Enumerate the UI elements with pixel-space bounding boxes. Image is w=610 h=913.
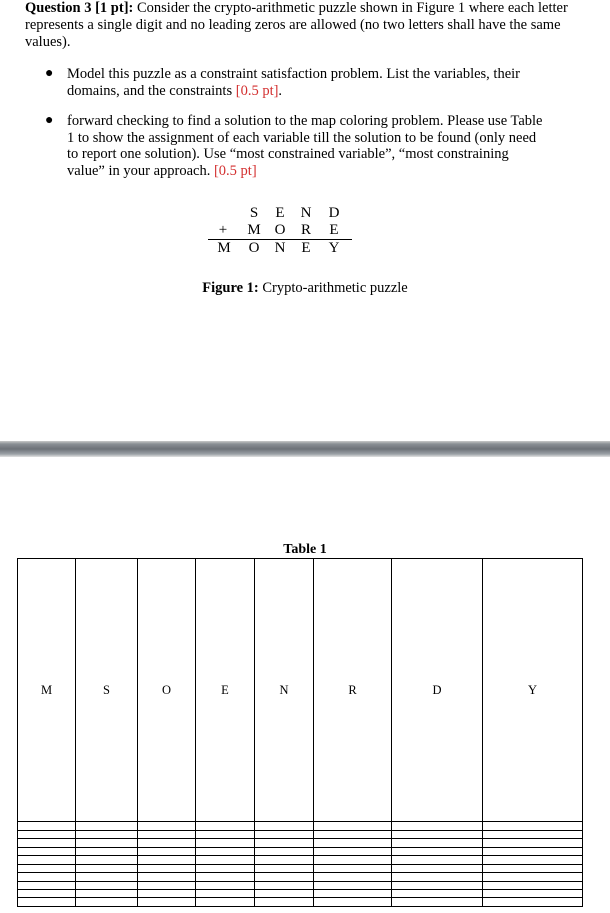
table-cell[interactable] [196,873,255,881]
assignment-table [17,558,583,907]
table-cell[interactable] [483,830,583,838]
table-cell[interactable] [255,898,314,907]
table-cell[interactable] [255,822,314,830]
table-cell[interactable] [138,881,196,889]
figure-caption [0,280,610,297]
table-cell[interactable] [138,856,196,864]
table-cell[interactable] [18,881,76,889]
table-caption: Table 1 [283,542,327,557]
table-cell[interactable] [18,830,76,838]
table-cell[interactable] [314,847,392,855]
table-cell[interactable] [18,856,76,864]
table-cell[interactable] [392,864,483,872]
table-cell[interactable] [255,856,314,864]
question-text: Consider the crypto-arithmetic puzzle shown in Figure 1 where each letter represents a single digit and no leading zeros are allowed (no two letters shall have the same values). [25,0,568,50]
table-cell[interactable] [196,847,255,855]
table-row [18,847,583,855]
table-cell[interactable] [138,889,196,897]
table-cell[interactable] [483,898,583,907]
table-cell[interactable] [76,830,138,838]
points-label: [0.5 pt] [235,82,279,99]
figure-caption-text: Crypto-arithmetic puzzle [258,280,408,296]
table-cell[interactable] [76,889,138,897]
puzzle-letter: E [275,205,285,221]
table-cell[interactable] [483,847,583,855]
puzzle-letter: M [247,222,261,238]
table-cell[interactable] [18,822,76,830]
table-cell[interactable] [18,839,76,847]
column-header: N [255,559,314,822]
table-cell[interactable] [196,881,255,889]
table-cell[interactable] [255,881,314,889]
table-cell[interactable] [196,830,255,838]
table-row [18,839,583,847]
table-cell[interactable] [314,856,392,864]
table-cell[interactable] [483,881,583,889]
table-cell[interactable] [18,864,76,872]
table-row [18,881,583,889]
table-cell[interactable] [138,847,196,855]
column-header: S [76,559,138,822]
table-cell[interactable] [76,822,138,830]
table-cell[interactable] [483,864,583,872]
table-cell[interactable] [483,873,583,881]
table-cell[interactable] [76,839,138,847]
table-header-row [18,559,583,822]
table-cell[interactable] [255,847,314,855]
table-cell[interactable] [483,822,583,830]
table-cell[interactable] [392,839,483,847]
table-cell[interactable] [314,830,392,838]
table-row [18,822,583,830]
page-divider [0,441,610,457]
table-cell[interactable] [392,822,483,830]
table-cell[interactable] [196,856,255,864]
bullet-text: forward checking to find a solution to the map coloring problem. Please use Table 1 to show the assignment of each variable till the solution to be found (only need to report one solution). Use “most constrained variable”, “most constraining value” in your approach. [67,113,543,179]
table-row [18,830,583,838]
table-row [18,889,583,897]
table-cell[interactable] [76,847,138,855]
table-cell[interactable] [138,822,196,830]
plus-operator: + [218,222,228,238]
table-cell[interactable] [255,830,314,838]
table-cell[interactable] [18,873,76,881]
bullet-end: . [278,82,283,99]
column-header: O [138,559,196,822]
table-cell[interactable] [392,830,483,838]
table-cell[interactable] [314,864,392,872]
table-cell[interactable] [196,822,255,830]
table-cell[interactable] [314,889,392,897]
table-cell[interactable] [392,856,483,864]
table-cell[interactable] [18,889,76,897]
puzzle-letter: E [301,240,311,256]
column-header: R [314,559,392,822]
puzzle-letter: N [300,205,312,221]
table-cell[interactable] [255,889,314,897]
table-cell[interactable] [483,856,583,864]
table-cell[interactable] [196,839,255,847]
puzzle-letter: S [249,205,259,221]
column-header: D [392,559,483,822]
table-cell[interactable] [392,881,483,889]
table-cell[interactable] [392,898,483,907]
table-cell[interactable] [255,839,314,847]
table-cell[interactable] [76,873,138,881]
question-label: Question 3 [1 pt]: [25,0,134,16]
table-cell[interactable] [18,898,76,907]
puzzle-letter: O [248,240,260,256]
table-cell[interactable] [314,839,392,847]
puzzle-letter: R [300,222,311,238]
bullet-text: Model this puzzle as a constraint satisfaction problem. List the variables, their domains, and the constraints [67,66,520,99]
table-cell[interactable] [392,847,483,855]
table-row [18,856,583,864]
puzzle-letter: Y [328,240,340,256]
table-cell[interactable] [255,873,314,881]
table-cell[interactable] [138,839,196,847]
table-cell[interactable] [138,830,196,838]
question-paragraph [25,0,585,51]
table-cell[interactable] [392,873,483,881]
table-cell[interactable] [76,898,138,907]
puzzle-letter: N [274,240,286,256]
table-cell[interactable] [138,898,196,907]
table-cell[interactable] [314,881,392,889]
points-label: [0.5 pt] [213,162,257,179]
table-cell[interactable] [314,898,392,907]
document-page [0,0,610,440]
table-row [18,864,583,872]
table-cell[interactable] [392,889,483,897]
column-header: E [196,559,255,822]
puzzle-letter: D [328,205,340,221]
table-cell[interactable] [138,864,196,872]
table-row [18,898,583,907]
table-cell[interactable] [196,898,255,907]
figure-label: Figure 1: [202,280,259,296]
table-row [18,873,583,881]
table-cell[interactable] [483,889,583,897]
table-cell[interactable] [18,847,76,855]
puzzle-letter: M [217,240,231,256]
column-header: M [18,559,76,822]
table-cell[interactable] [138,873,196,881]
table-cell[interactable] [76,881,138,889]
puzzle-letter: O [274,222,286,238]
table-cell[interactable] [196,864,255,872]
bullet-dot-icon: ● [45,66,54,81]
table-cell[interactable] [76,864,138,872]
table-cell[interactable] [314,873,392,881]
table-cell[interactable] [76,856,138,864]
table-cell[interactable] [314,822,392,830]
bullet-dot-icon: ● [45,113,54,128]
table-cell[interactable] [483,839,583,847]
table-cell[interactable] [196,889,255,897]
puzzle-letter: E [329,222,339,238]
column-header: Y [483,559,583,822]
table-cell[interactable] [255,864,314,872]
